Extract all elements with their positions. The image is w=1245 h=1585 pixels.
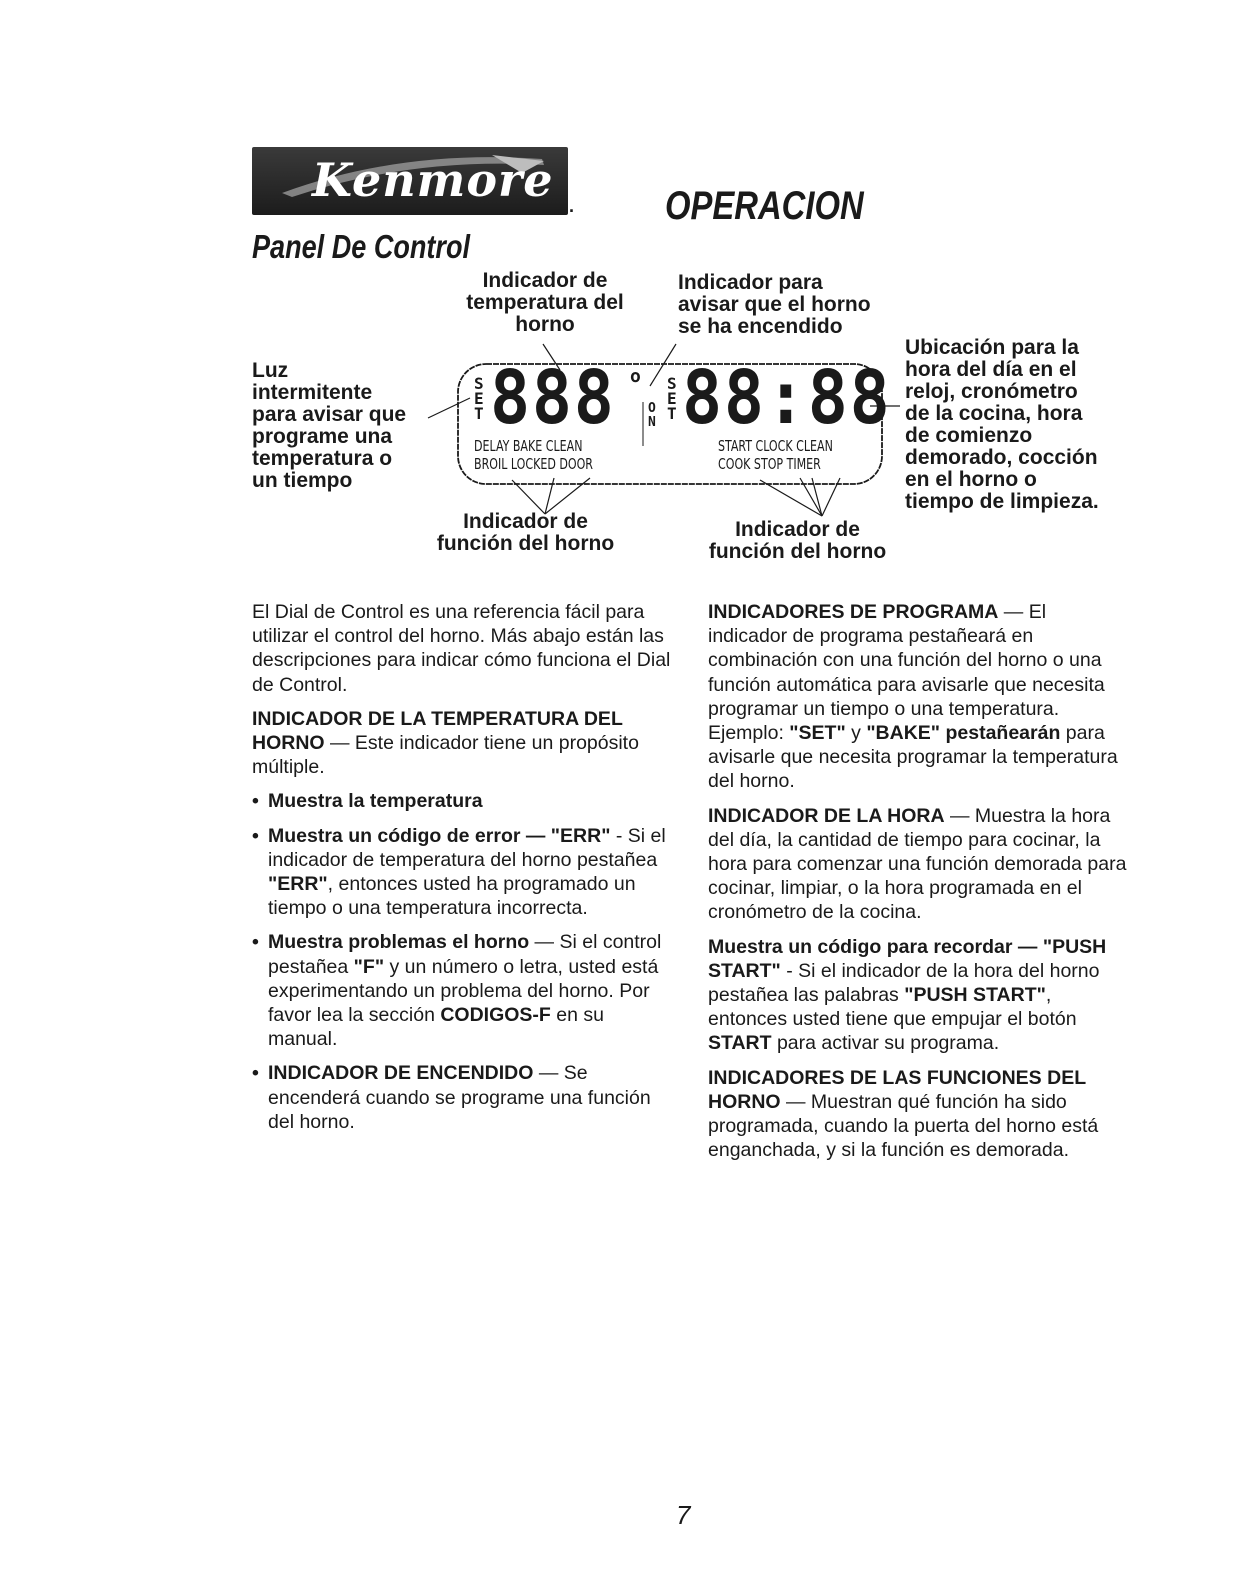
label-function-left: Indicador de función del horno [436, 510, 615, 555]
display-row2-left: BROIL LOCKED DOOR [474, 455, 594, 473]
temp-indicator-heading: INDICADOR DE LA TEMPERATURA DEL HORNO [252, 707, 623, 755]
degree-symbol: o [630, 366, 641, 387]
function-indicators-paragraph [708, 1066, 1128, 1163]
bullet-error-code-err: "ERR" [268, 873, 328, 896]
program-flash-word: pestañearán [945, 722, 1061, 745]
temp-features-list [252, 789, 672, 1134]
display-row2-right: COOK STOP TIMER [718, 455, 821, 473]
label-oven-on: Indicador para avisar que el horno se ha encendido [678, 271, 871, 338]
push-start-text3: para activar su programa. [771, 1032, 1000, 1055]
bullet-oven-problems-heading: Muestra problemas el horno [268, 931, 530, 954]
function-indicators-text: — Muestran qué función ha sido programada, cuando la puerta del horno está enganchada, y si la función es demorada. [708, 1090, 1099, 1162]
list-item [252, 1061, 672, 1134]
push-start-paragraph [708, 935, 1128, 1056]
start-button-name: START [708, 1032, 772, 1055]
bullet-oven-problems-fcodes: CODIGOS-F [440, 1004, 551, 1027]
push-start-words: "PUSH START" [904, 984, 1046, 1007]
list-item [252, 789, 672, 813]
bullet-error-code-text2: , entonces usted ha programado un tiempo o una temperatura incorrecta. [268, 873, 636, 920]
temp-digits: 888 [490, 355, 616, 441]
push-start-heading: Muestra un código para recordar — "PUSH START" [708, 935, 1107, 982]
time-indicator-heading: INDICADOR DE LA HORA [708, 804, 945, 827]
brand-name: Kenmore [312, 153, 554, 207]
bullet-error-code-text: - Si el indicador de temperatura del horno pestañea [268, 824, 666, 871]
page-title: OPERACION [665, 184, 864, 228]
bullet-on-indicator-text: — Se encenderá cuando se programe una función del horno. [268, 1062, 651, 1133]
right-column [708, 600, 1128, 1172]
list-item [252, 824, 672, 921]
bullet-on-indicator-heading: INDICADOR DE ENCENDIDO [268, 1062, 534, 1085]
label-clock-location: Ubicación para la hora del día en el reloj, cronómetro de la cocina, hora de comienzo demorado, cocción en el horno o tiempo de limpieza. [905, 336, 1099, 513]
bullet-error-code-heading: Muestra un código de error — "ERR" [268, 824, 611, 847]
program-indicators-text2: para avisarle que necesita programar la temperatura del horno. [708, 722, 1118, 793]
on-indicator: O N [648, 401, 656, 430]
label-oven-temp: Indicador de temperatura del horno [466, 269, 624, 336]
set-indicator-right: S E T [667, 374, 677, 423]
program-bake-word: "BAKE" [866, 722, 941, 745]
bullet-show-temp: Muestra la temperatura [268, 790, 483, 813]
display-row1-right: START CLOCK CLEAN [718, 437, 833, 455]
function-indicators-heading: INDICADORES DE LAS FUNCIONES DEL HORNO [708, 1066, 1086, 1113]
temp-indicator-text: — Este indicador tiene un propósito múltiple. [252, 732, 639, 779]
section-title: Panel De Control [252, 228, 471, 265]
program-y-word: y [845, 722, 867, 745]
brand-dot: . [569, 196, 575, 216]
program-indicators-paragraph [708, 600, 1128, 794]
program-set-word: "SET" [789, 722, 846, 745]
push-start-text2: , entonces usted tiene que empujar el botón [708, 984, 1077, 1031]
bullet-oven-problems-text: — Si el control pestañea [268, 931, 662, 978]
push-start-text: - Si el indicador de la hora del horno pestañea las palabras [708, 959, 1100, 1007]
time-indicator-paragraph [708, 804, 1128, 925]
clock-digits: 88:88 [682, 355, 892, 441]
label-function-right: Indicador de función del horno [708, 518, 887, 563]
list-item [252, 930, 672, 1051]
bullet-oven-problems-text2: y un número o letra, usted está experimentando un problema del horno. Por favor lea la sección [268, 955, 659, 1027]
display-row1-left: DELAY BAKE CLEAN [474, 437, 583, 455]
left-column [252, 600, 672, 1144]
bullet-oven-problems-f: "F" [353, 955, 385, 978]
program-indicators-heading: INDICADORES DE PROGRAMA [708, 601, 999, 623]
intro-paragraph: El Dial de Control es una referencia fácil para utilizar el control del horno. Más abajo están las descripciones para indicar cómo funciona el Dial de Control. [252, 601, 671, 696]
set-indicator-left: S E T [474, 374, 484, 423]
label-flash-light: Luz intermitente para avisar que programe una temperatura o un tiempo [252, 359, 407, 492]
page-number: 7 [676, 1500, 691, 1530]
bullet-oven-problems-text3: en su manual. [268, 1004, 604, 1051]
program-indicators-text: — El indicador de programa pestañeará en combinación con una función del horno o una función automática para avisarle que necesita programar un tiempo o una temperatura. Ejemplo: [708, 601, 1105, 745]
time-indicator-text: — Muestra la hora del día, la cantidad de tiempo para cocinar, la hora para comenzar una función demorada para cocinar, limpiar, o la hora programada en el cronómetro de la cocina. [708, 804, 1127, 924]
temp-indicator-paragraph [252, 707, 672, 780]
